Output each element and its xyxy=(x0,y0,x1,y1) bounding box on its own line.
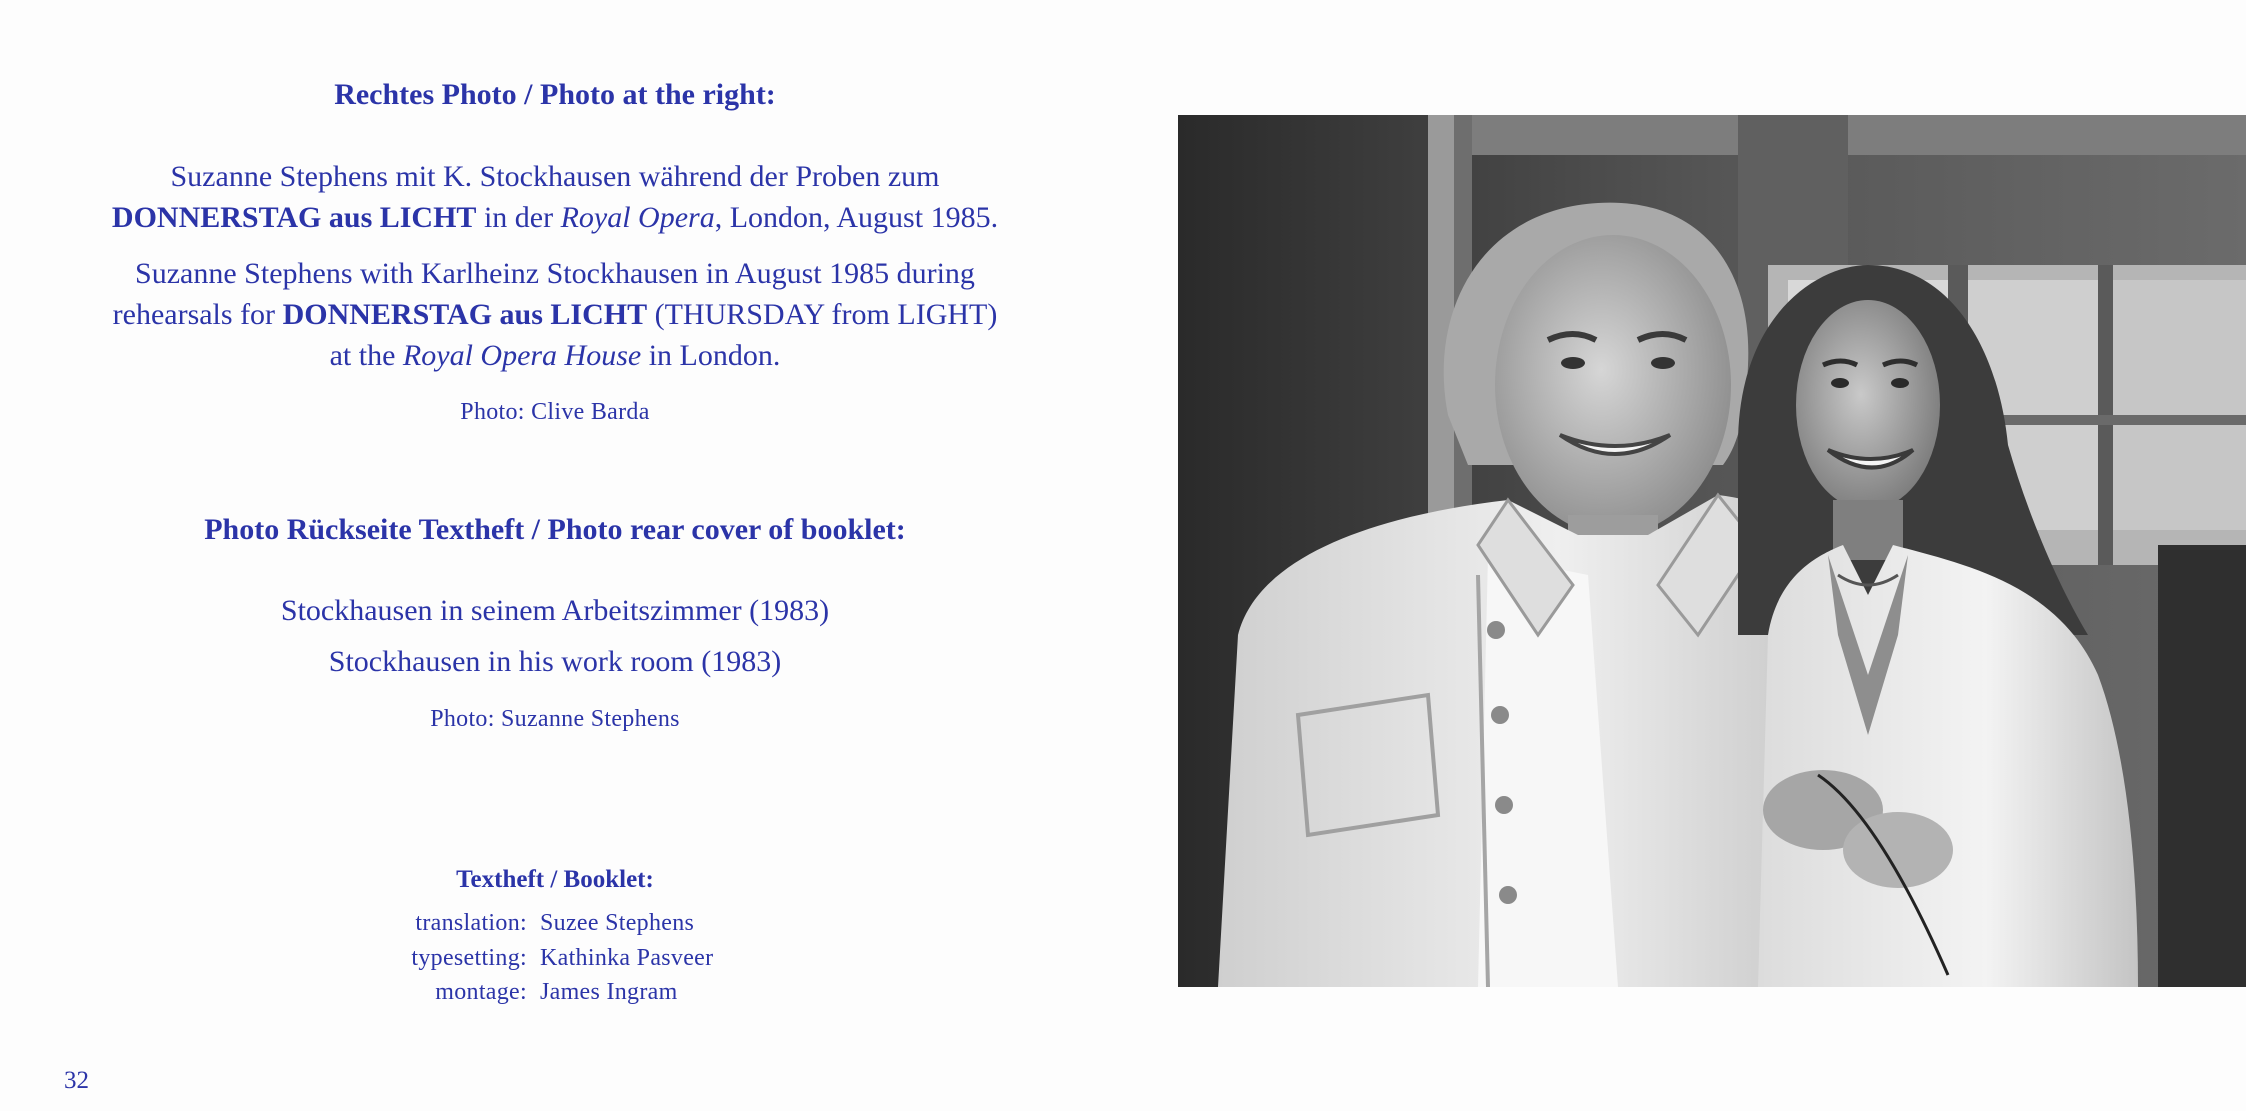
credit-name: James Ingram xyxy=(540,979,678,1005)
venue-italic: Royal Opera xyxy=(560,201,715,234)
credit-row-typesetting xyxy=(0,941,1110,976)
right-photo-credit: Photo: Clive Barda xyxy=(460,399,650,425)
caption-english-line-2 xyxy=(0,294,1110,335)
right-photo-heading: Rechtes Photo / Photo at the right: xyxy=(334,78,776,111)
photo-illustration xyxy=(1178,115,2246,987)
text-column xyxy=(0,0,1110,1111)
credit-label: translation xyxy=(415,910,520,936)
caption-text: in London. xyxy=(641,339,781,372)
booklet-credits xyxy=(0,906,1110,1010)
credit-name: Suzee Stephens xyxy=(540,910,695,936)
rear-cover-heading: Photo Rückseite Textheft / Photo rear cover of booklet: xyxy=(204,513,906,546)
caption-text: at the xyxy=(329,339,403,372)
rear-cover-caption-english: Stockhausen in his work room (1983) xyxy=(328,645,782,678)
credit-row-montage xyxy=(0,975,1110,1010)
credit-colon: : xyxy=(520,910,527,936)
credit-label: typesetting xyxy=(411,944,520,971)
caption-english-line-3 xyxy=(0,335,1110,376)
rear-cover-credit: Photo: Suzanne Stephens xyxy=(430,706,680,732)
caption-text: , London, August 1985. xyxy=(714,201,999,234)
work-title-bold: DONNERSTAG aus LICHT xyxy=(111,201,477,234)
rear-cover-caption-german: Stockhausen in seinem Arbeitszimmer (1983) xyxy=(280,594,830,627)
caption-german-line-2 xyxy=(0,197,1110,238)
page-number: 32 xyxy=(64,1067,89,1094)
credit-label: montage xyxy=(435,979,520,1005)
credit-colon: : xyxy=(520,979,527,1005)
caption-text: rehearsals for xyxy=(112,298,283,331)
credit-colon: : xyxy=(520,944,527,971)
photo-stockhausen-and-stephens xyxy=(1178,115,2246,987)
caption-text: in der xyxy=(476,201,561,234)
caption-english-line-1: Suzanne Stephens with Karlheinz Stockhausen in August 1985 during xyxy=(135,257,975,290)
credit-name: Kathinka Pasveer xyxy=(540,944,714,971)
right-photo-caption-german xyxy=(0,156,1110,238)
venue-italic: Royal Opera House xyxy=(402,339,642,372)
credit-row-translation xyxy=(0,906,1110,941)
booklet-heading: Textheft / Booklet: xyxy=(456,866,654,893)
right-photo-caption-english xyxy=(0,253,1110,376)
work-title-bold: DONNERSTAG aus LICHT xyxy=(282,298,648,331)
caption-text: (THURSDAY from LIGHT) xyxy=(647,298,998,331)
caption-german-line-1: Suzanne Stephens mit K. Stockhausen während der Proben zum xyxy=(170,160,940,193)
